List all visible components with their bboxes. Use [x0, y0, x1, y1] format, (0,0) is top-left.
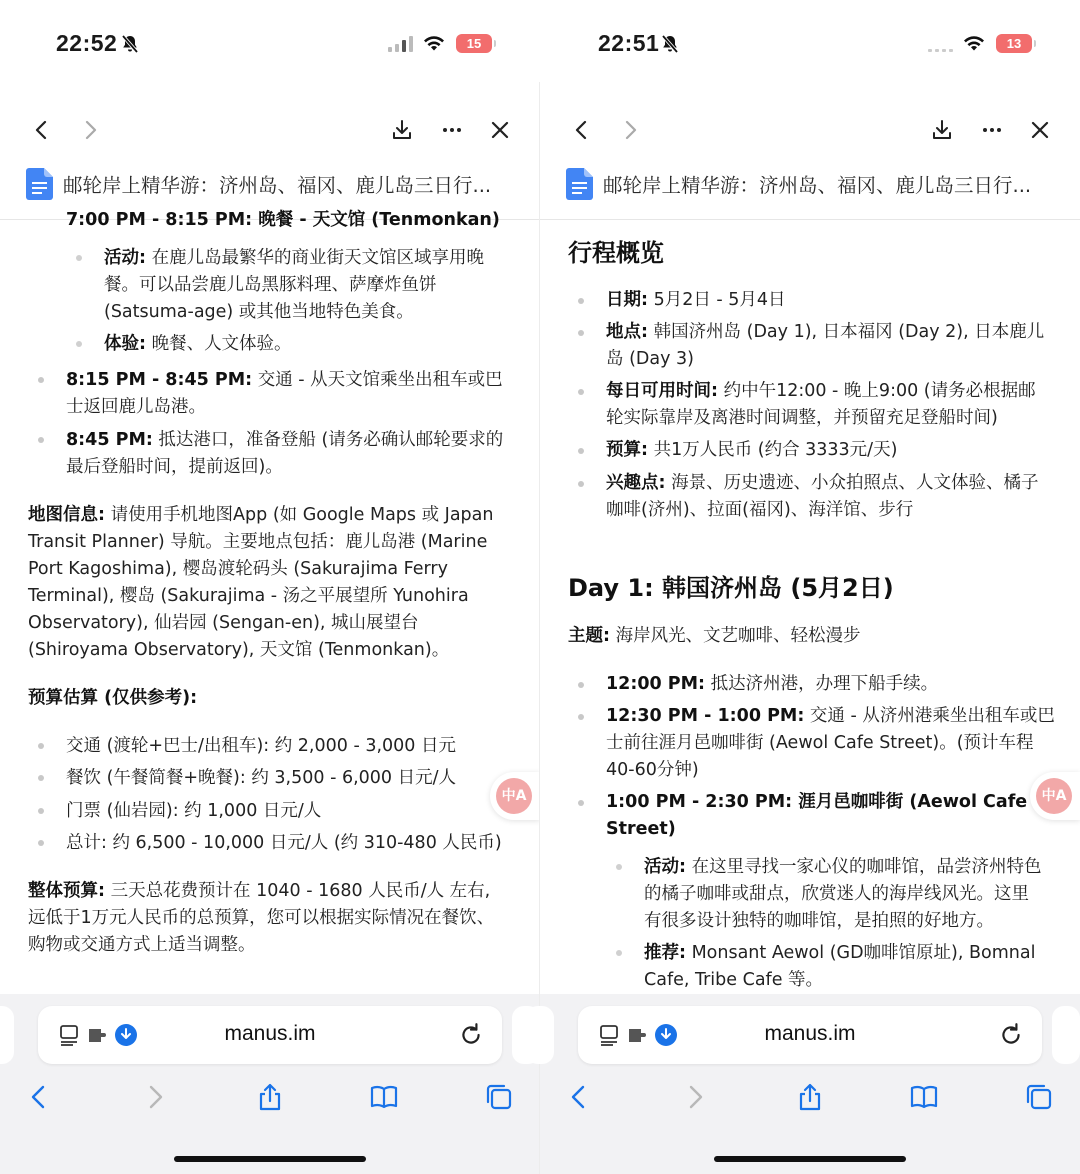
address-bar[interactable]: [578, 1006, 1042, 1064]
home-indicator: [174, 1156, 366, 1162]
translate-button[interactable]: [490, 772, 540, 820]
bullet: [38, 377, 44, 383]
wifi-icon: [422, 34, 446, 52]
bullet: [38, 808, 44, 814]
list-item-text: 士前往涯月邑咖啡街 (Aewol Cafe Street)。(预计车程: [606, 733, 1034, 753]
bullet: [578, 330, 584, 336]
status-bar: [540, 0, 1080, 82]
paragraph-text: (Shiroyama Observatory), 天文馆 (Tenmonkan)。: [28, 640, 450, 660]
status-bar: [0, 0, 540, 82]
list-item: 体验: 晚餐、人文体验。: [104, 334, 292, 354]
document-title-row: [566, 166, 1058, 202]
bookmarks-icon[interactable]: [369, 1082, 399, 1112]
browser-top-bar: [0, 82, 540, 220]
document-title-row: [26, 166, 518, 202]
bullet: [76, 255, 82, 261]
list-item: 1:00 PM - 2:30 PM: 涯月邑咖啡街 (Aewol Cafe: [606, 792, 1028, 812]
list-item-text: 士返回鹿儿岛港。: [66, 397, 206, 417]
list-item: 日期: 5月2日 - 5月4日: [606, 290, 786, 310]
paragraph: 整体预算: 三天总花费预计在 1040 - 1680 人民币/人 左右,: [28, 881, 491, 901]
list-item-text: Street): [606, 819, 676, 839]
document-content: [0, 210, 540, 994]
wifi-icon: [962, 34, 986, 52]
list-item-text: (Satsuma-age) 或其他当地特色美食。: [104, 302, 414, 322]
section-heading: 预算估算 (仅供参考):: [28, 688, 198, 708]
close-icon[interactable]: [488, 118, 512, 142]
reload-icon[interactable]: [998, 1022, 1024, 1048]
status-time: 22:51: [598, 30, 660, 56]
url-text: manus.im: [764, 1022, 856, 1045]
paragraph-text: Observatory), 仙岩园 (Sengan-en), 城山展望台: [28, 613, 419, 633]
list-item: 12:00 PM: 抵达济州港，办理下船手续。: [606, 674, 939, 694]
list-item: 活动: 在这里寻找一家心仪的咖啡馆，品尝济州特色: [644, 857, 1042, 877]
bullet: [578, 481, 584, 487]
list-item-text: 餐。可以品尝鹿儿岛黑豚料理、萨摩炸鱼饼: [104, 275, 437, 295]
signal-icon: [388, 36, 414, 52]
share-icon[interactable]: [255, 1082, 285, 1112]
list-item-heading: 7:00 PM - 8:15 PM: 晚餐 - 天文馆 (Tenmonkan): [66, 210, 500, 230]
more-icon[interactable]: [440, 118, 464, 142]
address-bar[interactable]: [38, 1006, 502, 1064]
list-item: 地点: 韩国济州岛 (Day 1), 日本福冈 (Day 2), 日本鹿儿: [606, 322, 1045, 342]
download-icon[interactable]: [930, 118, 954, 142]
adjacent-tab-card[interactable]: [1052, 1006, 1080, 1064]
bell-slash-icon: [660, 34, 680, 54]
back-icon[interactable]: [30, 118, 54, 142]
list-item-text: 轮实际靠岸及离港时间调整，并预留充足登船时间): [606, 408, 998, 428]
list-item: 预算: 共1万人民币 (约合 3333元/天): [606, 440, 898, 460]
section-heading-day1: Day 1: 韩国济州岛 (5月2日): [568, 574, 894, 602]
list-item: 8:15 PM - 8:45 PM: 交通 - 从天文馆乘坐出租车或巴: [66, 370, 503, 390]
paragraph: 主题: 海岸风光、文艺咖啡、轻松漫步: [568, 626, 861, 646]
list-item: 门票 (仙岩园): 约 1,000 日元/人: [66, 801, 322, 821]
bullet: [76, 341, 82, 347]
paragraph-text: 远低于1万元人民币的总预算，您可以根据实际情况在餐饮、: [28, 908, 495, 928]
close-icon[interactable]: [1028, 118, 1052, 142]
forward-icon[interactable]: [78, 118, 102, 142]
list-item: 餐饮 (午餐简餐+晚餐): 约 3,500 - 6,000 日元/人: [66, 768, 456, 788]
bookmarks-icon[interactable]: [909, 1082, 939, 1112]
paragraph-text: 购物或交通方式上适当调整。: [28, 935, 256, 955]
back-icon[interactable]: [564, 1082, 594, 1112]
list-item-text: 有很多设计独特的咖啡馆，是拍照的好地方。: [644, 911, 994, 931]
list-item: 兴趣点: 海景、历史遗迹、小众拍照点、人文体验、橘子: [606, 473, 1039, 493]
bullet: [578, 682, 584, 688]
doc-icon: [26, 168, 53, 200]
list-item: 12:30 PM - 1:00 PM: 交通 - 从济州港乘坐出租车或巴: [606, 706, 1055, 726]
bullet: [616, 864, 622, 870]
forward-icon[interactable]: [140, 1082, 170, 1112]
paragraph-text: Transit Planner) 导航。主要地点包括：鹿儿岛港 (Marine: [28, 532, 488, 552]
bullet: [578, 389, 584, 395]
right-screen: [540, 0, 1080, 1174]
adjacent-tab-card[interactable]: [526, 1006, 554, 1064]
paragraph-text: Terminal), 樱岛 (Sakurajima - 汤之平展望所 Yunohira: [28, 586, 469, 606]
translate-icon: 中A: [1036, 778, 1072, 814]
reload-icon[interactable]: [458, 1022, 484, 1048]
list-item: 推荐: Monsant Aewol (GD咖啡馆原址), Bomnal: [644, 943, 1036, 963]
browser-bottom-bar: [0, 994, 540, 1174]
forward-icon[interactable]: [680, 1082, 710, 1112]
browser-bottom-bar: [540, 994, 1080, 1174]
adjacent-tab-card[interactable]: [0, 1006, 14, 1064]
tab-switcher-icon[interactable]: [484, 1082, 514, 1112]
home-indicator: [714, 1156, 906, 1162]
tab-switcher-icon[interactable]: [1024, 1082, 1054, 1112]
bullet: [38, 840, 44, 846]
translate-button[interactable]: [1030, 772, 1080, 820]
bullet: [38, 775, 44, 781]
battery-indicator: 15: [456, 34, 492, 53]
bell-slash-icon: [120, 34, 140, 54]
list-item-text: 的橘子咖啡或甜点，欣赏迷人的海岸线风光。这里: [644, 884, 1029, 904]
list-item-text: 40-60分钟): [606, 760, 699, 780]
signal-icon: [928, 36, 954, 52]
browser-top-bar: [540, 82, 1080, 220]
share-icon[interactable]: [795, 1082, 825, 1112]
document-title: 邮轮岸上精华游：济州岛、福冈、鹿儿岛三日行...: [603, 174, 1032, 197]
url-text: manus.im: [224, 1022, 316, 1045]
bullet: [578, 448, 584, 454]
status-time: 22:52: [56, 30, 118, 56]
bullet: [578, 800, 584, 806]
doc-icon: [566, 168, 593, 200]
paragraph: 地图信息: 请使用手机地图App (如 Google Maps 或 Japan: [28, 505, 494, 525]
list-item-text: 最后登船时间，提前返回)。: [66, 457, 283, 477]
bullet: [38, 743, 44, 749]
list-item: 每日可用时间: 约中午12:00 - 晚上9:00 (请务必根据邮: [606, 381, 1036, 401]
list-item: 总计: 约 6,500 - 10,000 日元/人 (约 310-480 人民币): [66, 833, 502, 853]
list-item: 8:45 PM: 抵达港口，准备登船 (请务必确认邮轮要求的: [66, 430, 504, 450]
paragraph-text: Port Kagoshima), 樱岛渡轮码头 (Sakurajima Ferry: [28, 559, 448, 579]
bullet: [38, 437, 44, 443]
download-icon[interactable]: [390, 118, 414, 142]
bullet: [578, 714, 584, 720]
list-item: 交通 (渡轮+巴士/出租车): 约 2,000 - 3,000 日元: [66, 736, 456, 756]
bullet: [616, 950, 622, 956]
bullet: [578, 298, 584, 304]
list-item: 活动: 在鹿儿岛最繁华的商业街天文馆区域享用晚: [104, 248, 485, 268]
battery-indicator: 13: [996, 34, 1032, 53]
section-heading-overview: 行程概览: [568, 239, 664, 267]
document-title: 邮轮岸上精华游：济州岛、福冈、鹿儿岛三日行...: [63, 174, 492, 197]
forward-icon[interactable]: [618, 118, 642, 142]
list-item-text: 岛 (Day 3): [606, 349, 694, 369]
back-icon[interactable]: [24, 1082, 54, 1112]
translate-icon: 中A: [496, 778, 532, 814]
document-content: [540, 221, 1080, 994]
back-icon[interactable]: [570, 118, 594, 142]
list-item-text: 咖啡(济州)、拉面(福冈)、海洋馆、步行: [606, 500, 914, 520]
more-icon[interactable]: [980, 118, 1004, 142]
list-item-text: Cafe, Tribe Cafe 等。: [644, 970, 824, 990]
